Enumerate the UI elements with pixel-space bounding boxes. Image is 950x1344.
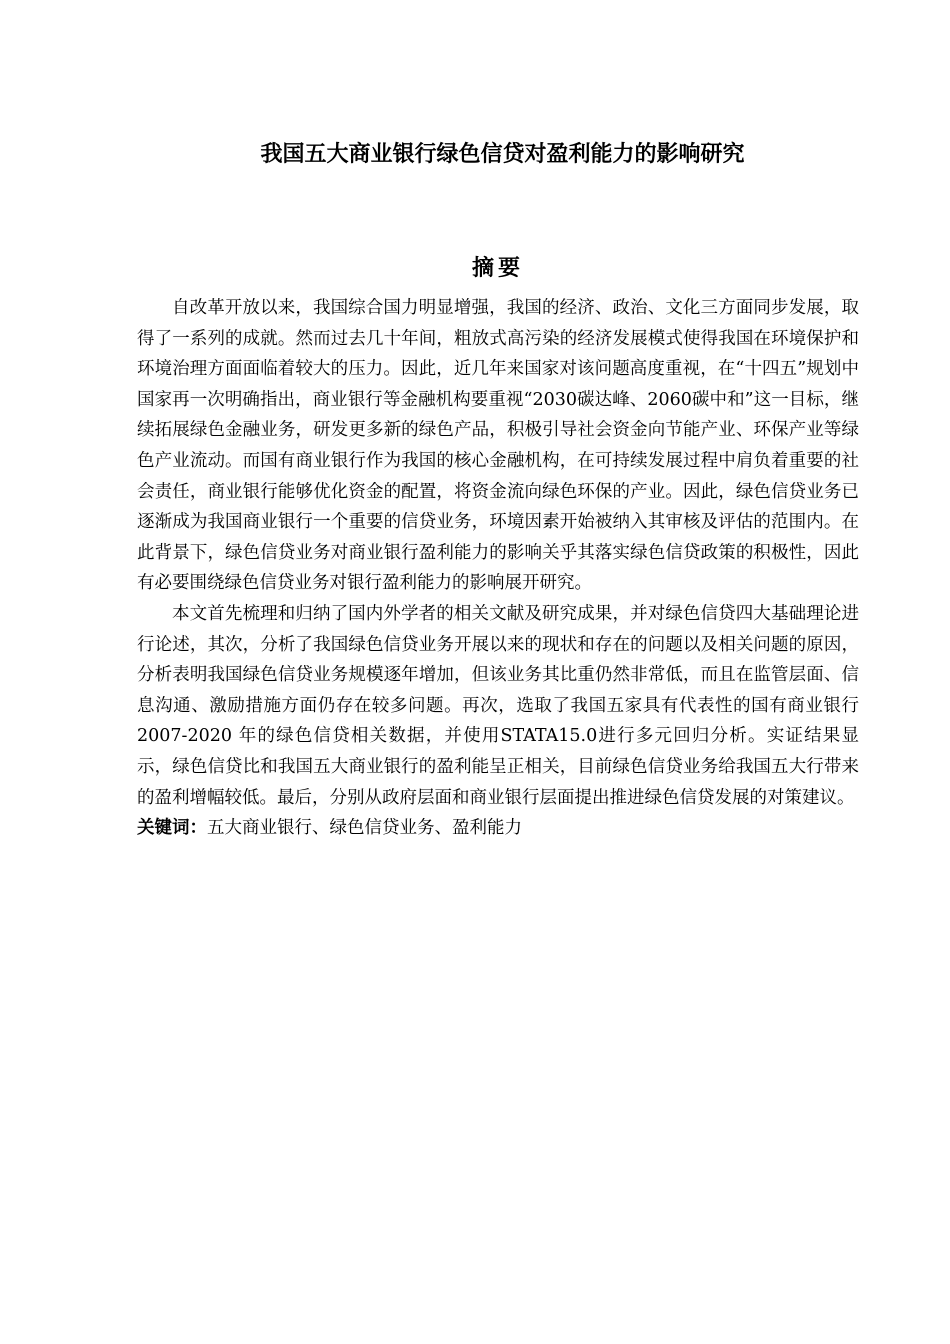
abstract-heading: 摘要 xyxy=(471,256,524,281)
document-title: 我国五大商业银行绿色信贷对盈利能力的影响研究 xyxy=(260,142,745,167)
keywords-line xyxy=(137,813,859,844)
keywords-text: 五大商业银行、绿色信贷业务、盈利能力 xyxy=(207,818,522,839)
abstract-paragraph-1: 自改革开放以来，我国综合国力明显增强，我国的经济、政治、文化三方面同步发展，取得了一系列的成就。然而过去几十年间，粗放式高污染的经济发展模式使得我国在环境保护和环境治理方面面临着较大的压力。因此，近几年来国家对该问题高度重视，在“十四五”规划中国家再一次明确指出，商业银行等金融机构要重视“2030碳达峰、2060碳中和”这一目标，继续拓展绿色金融业务，研发更多新的绿色产品，积极引导社会资金向节能产业、环保产业等绿色产业流动。而国有商业银行作为我国的核心金融机构，在可持续发展过程中肩负着重要的社会责任，商业银行能够优化资金的配置，将资金流向绿色环保的产业。因此，绿色信贷业务已逐渐成为我国商业银行一个重要的信贷业务，环境因素开始被纳入其审核及评估的范围内。在此背景下，绿色信贷业务对商业银行盈利能力的影响关乎其落实绿色信贷政策的积极性，因此有必要围绕绿色信贷业务对银行盈利能力的影响展开研究。 xyxy=(137,298,859,594)
keywords-label: 关键词： xyxy=(137,818,207,839)
abstract-body xyxy=(137,293,859,844)
abstract-paragraph-2: 本文首先梳理和归纳了国内外学者的相关文献及研究成果，并对绿色信贷四大基础理论进行论述，其次，分析了我国绿色信贷业务开展以来的现状和存在的问题以及相关问题的原因，分析表明我国绿色信贷业务规模逐年增加，但该业务其比重仍然非常低，而且在监管层面、信息沟通、激励措施方面仍存在较多问题。再次，选取了我国五家具有代表性的国有商业银行 2007-2020 年的绿色信贷相关数据，并使用STATA15.0进行多元回归分析。实证结果显示，绿色信贷比和我国五大商业银行的盈利能呈正相关，目前绿色信贷业务给我国五大行带来的盈利增幅较低。最后，分别从政府层面和商业银行层面提出推进绿色信贷发展的对策建议。 xyxy=(137,603,859,808)
